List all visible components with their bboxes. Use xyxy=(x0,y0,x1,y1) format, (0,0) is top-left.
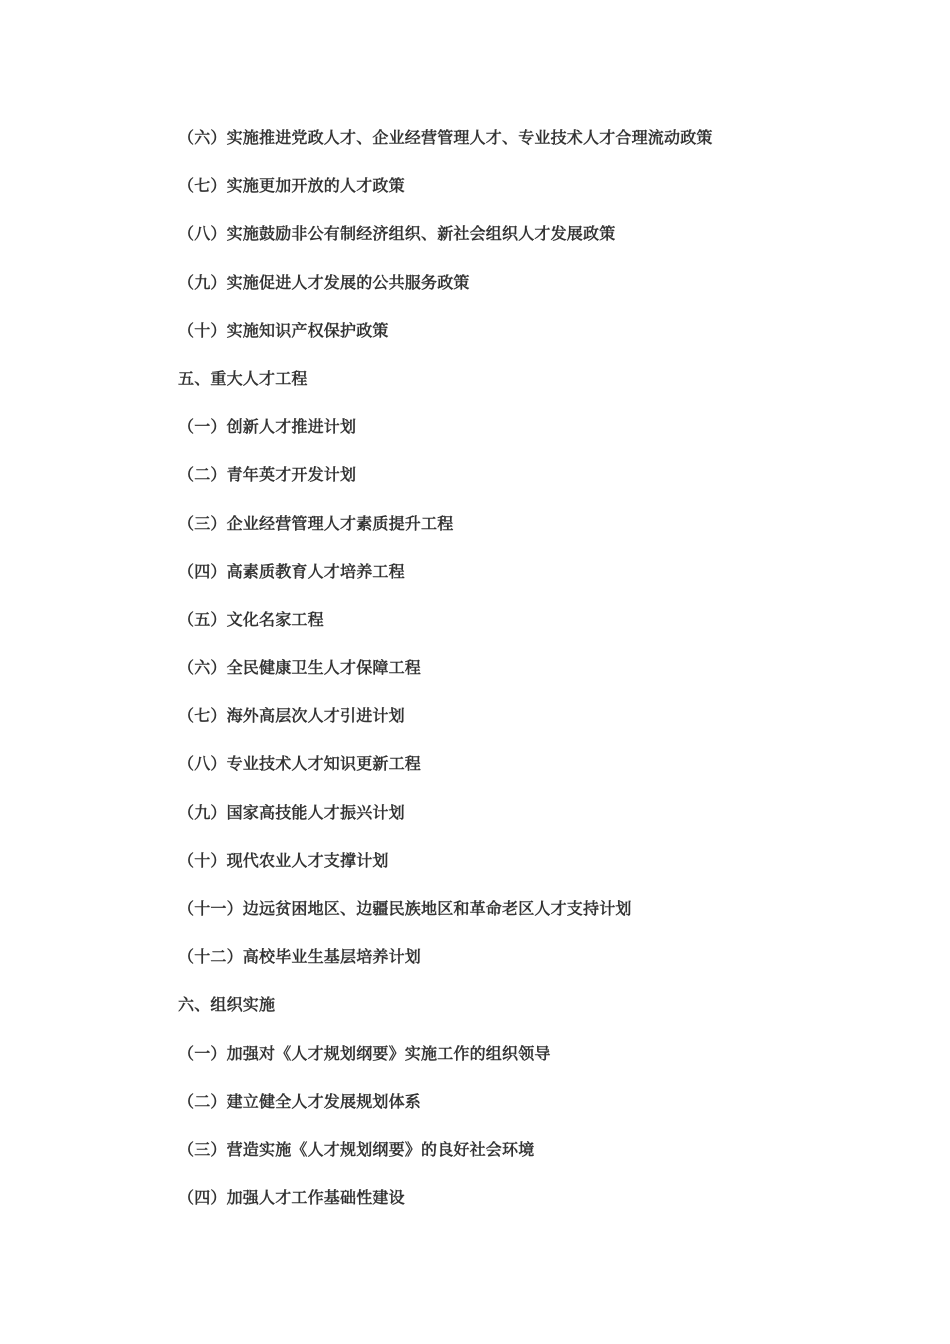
outline-item: （三）企业经营管理人才素质提升工程 xyxy=(178,513,454,533)
outline-item: （四）高素质教育人才培养工程 xyxy=(178,561,405,581)
outline-item: （八）实施鼓励非公有制经济组织、新社会组织人才发展政策 xyxy=(178,224,616,244)
outline-item: （七）海外高层次人才引进计划 xyxy=(178,706,405,726)
outline-item: （五）文化名家工程 xyxy=(178,609,324,629)
outline-item: （九）实施促进人才发展的公共服务政策 xyxy=(178,272,470,292)
outline-item: （九）国家高技能人才振兴计划 xyxy=(178,802,405,822)
outline-item: （四）加强人才工作基础性建设 xyxy=(178,1188,405,1208)
outline-item: （七）实施更加开放的人才政策 xyxy=(178,176,405,196)
outline-item: （八）专业技术人才知识更新工程 xyxy=(178,754,422,774)
outline-item: （十一）边远贫困地区、边疆民族地区和革命老区人才支持计划 xyxy=(178,899,632,918)
outline-item: （六）实施推进党政人才、企业经营管理人才、专业技术人才合理流动政策 xyxy=(178,128,713,147)
outline-item: （十二）高校毕业生基层培养计划 xyxy=(178,947,422,967)
outline-item: （十）现代农业人才支撑计划 xyxy=(178,850,389,870)
outline-item: （一）加强对《人才规划纲要》实施工作的组织领导 xyxy=(178,1043,551,1063)
outline-list xyxy=(178,125,713,1233)
outline-item: （一）创新人才推进计划 xyxy=(178,417,357,437)
section-heading: 六、组织实施 xyxy=(178,995,276,1015)
outline-item: （十）实施知识产权保护政策 xyxy=(178,320,389,340)
section-heading: 五、重大人才工程 xyxy=(178,368,308,388)
outline-item: （二）建立健全人才发展规划体系 xyxy=(178,1091,422,1111)
outline-item: （二）青年英才开发计划 xyxy=(178,465,357,485)
outline-item: （三）营造实施《人才规划纲要》的良好社会环境 xyxy=(178,1139,535,1159)
outline-item: （六）全民健康卫生人才保障工程 xyxy=(178,658,422,678)
